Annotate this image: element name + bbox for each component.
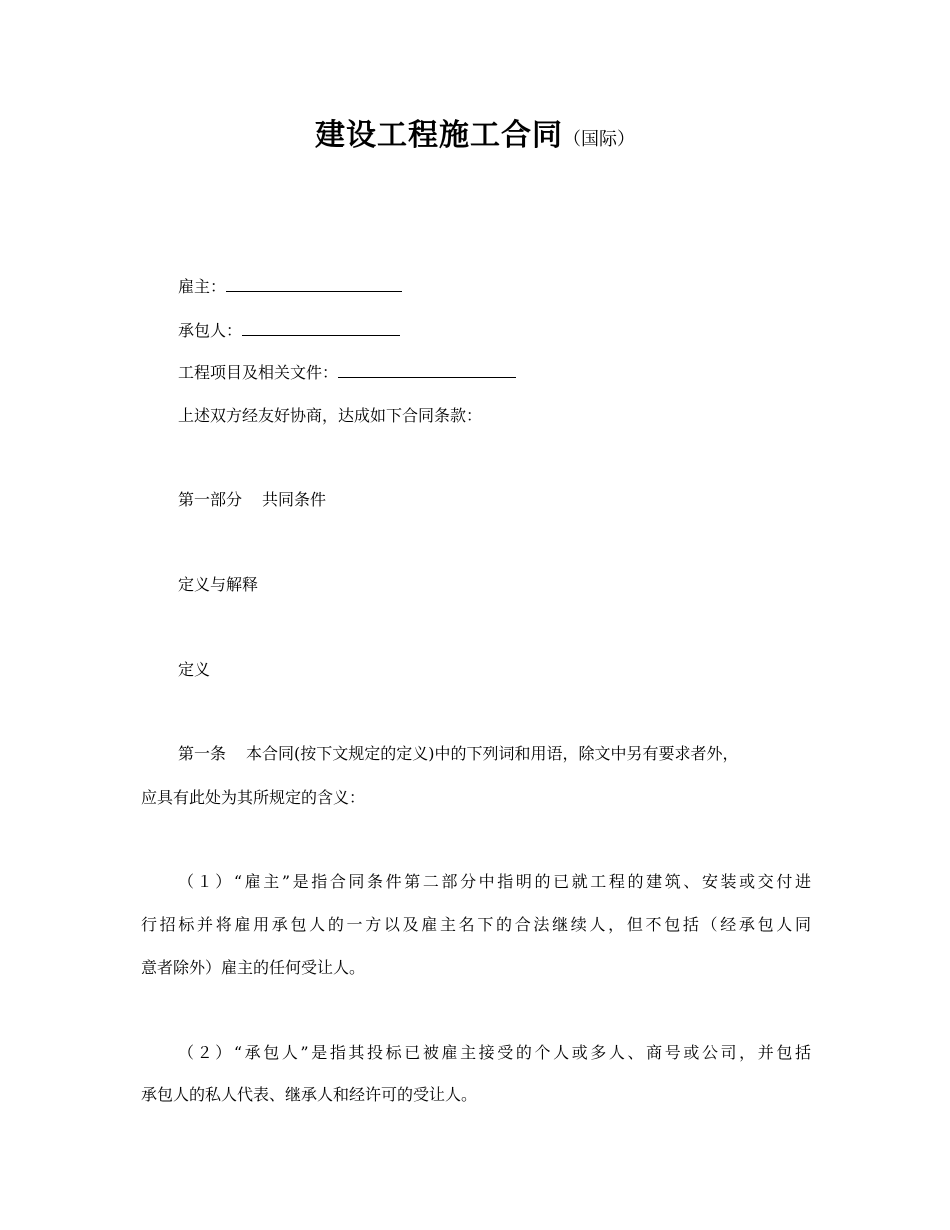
contractor-blank-line — [242, 321, 400, 336]
project-blank-line — [338, 363, 516, 378]
title-subtitle: （国际） — [563, 129, 635, 150]
intro-text: 上述双方经友好协商，达成如下合同条款： — [178, 406, 483, 425]
project-field — [178, 363, 868, 383]
title-main: 建设工程施工合同 — [315, 118, 563, 153]
article-1-line-2: 应具有此处为其所规定的含义： — [141, 788, 366, 807]
employer-field — [178, 277, 868, 297]
project-label: 工程项目及相关文件： — [178, 363, 339, 382]
part-heading — [178, 490, 868, 510]
item-2-line-1: （２）“承包人”是指其投标已被雇主接受的个人或多人、商号或公司，并包括 — [178, 1043, 811, 1062]
document-title — [0, 110, 950, 154]
item-1-line-3: 意者除外）雇主的任何受让人。 — [141, 958, 366, 977]
article-1-number: 第一条 — [178, 744, 227, 763]
item-2-line-2: 承包人的私人代表、继承人和经许可的受让人。 — [141, 1085, 478, 1104]
item-1-line-1: （１）“雇主”是指合同条件第二部分中指明的已就工程的建筑、安装或交付进 — [178, 872, 811, 891]
article-1-text: 本合同(按下文规定的定义)中的下列词和用语，除文中另有要求者外， — [246, 744, 739, 763]
section-heading: 定义与解释 — [178, 575, 259, 594]
employer-blank-line — [226, 277, 402, 292]
employer-label: 雇主： — [178, 277, 227, 296]
item-1-line-2: 行招标并将雇用承包人的一方以及雇主名下的合法继续人，但不包括（经承包人同 — [141, 915, 811, 934]
contractor-label: 承包人： — [178, 321, 243, 340]
subsection-heading: 定义 — [178, 660, 211, 679]
part-number: 第一部分 — [178, 490, 243, 509]
article-1-line-1 — [178, 744, 831, 764]
contractor-field — [178, 321, 868, 341]
part-name: 共同条件 — [262, 490, 327, 509]
